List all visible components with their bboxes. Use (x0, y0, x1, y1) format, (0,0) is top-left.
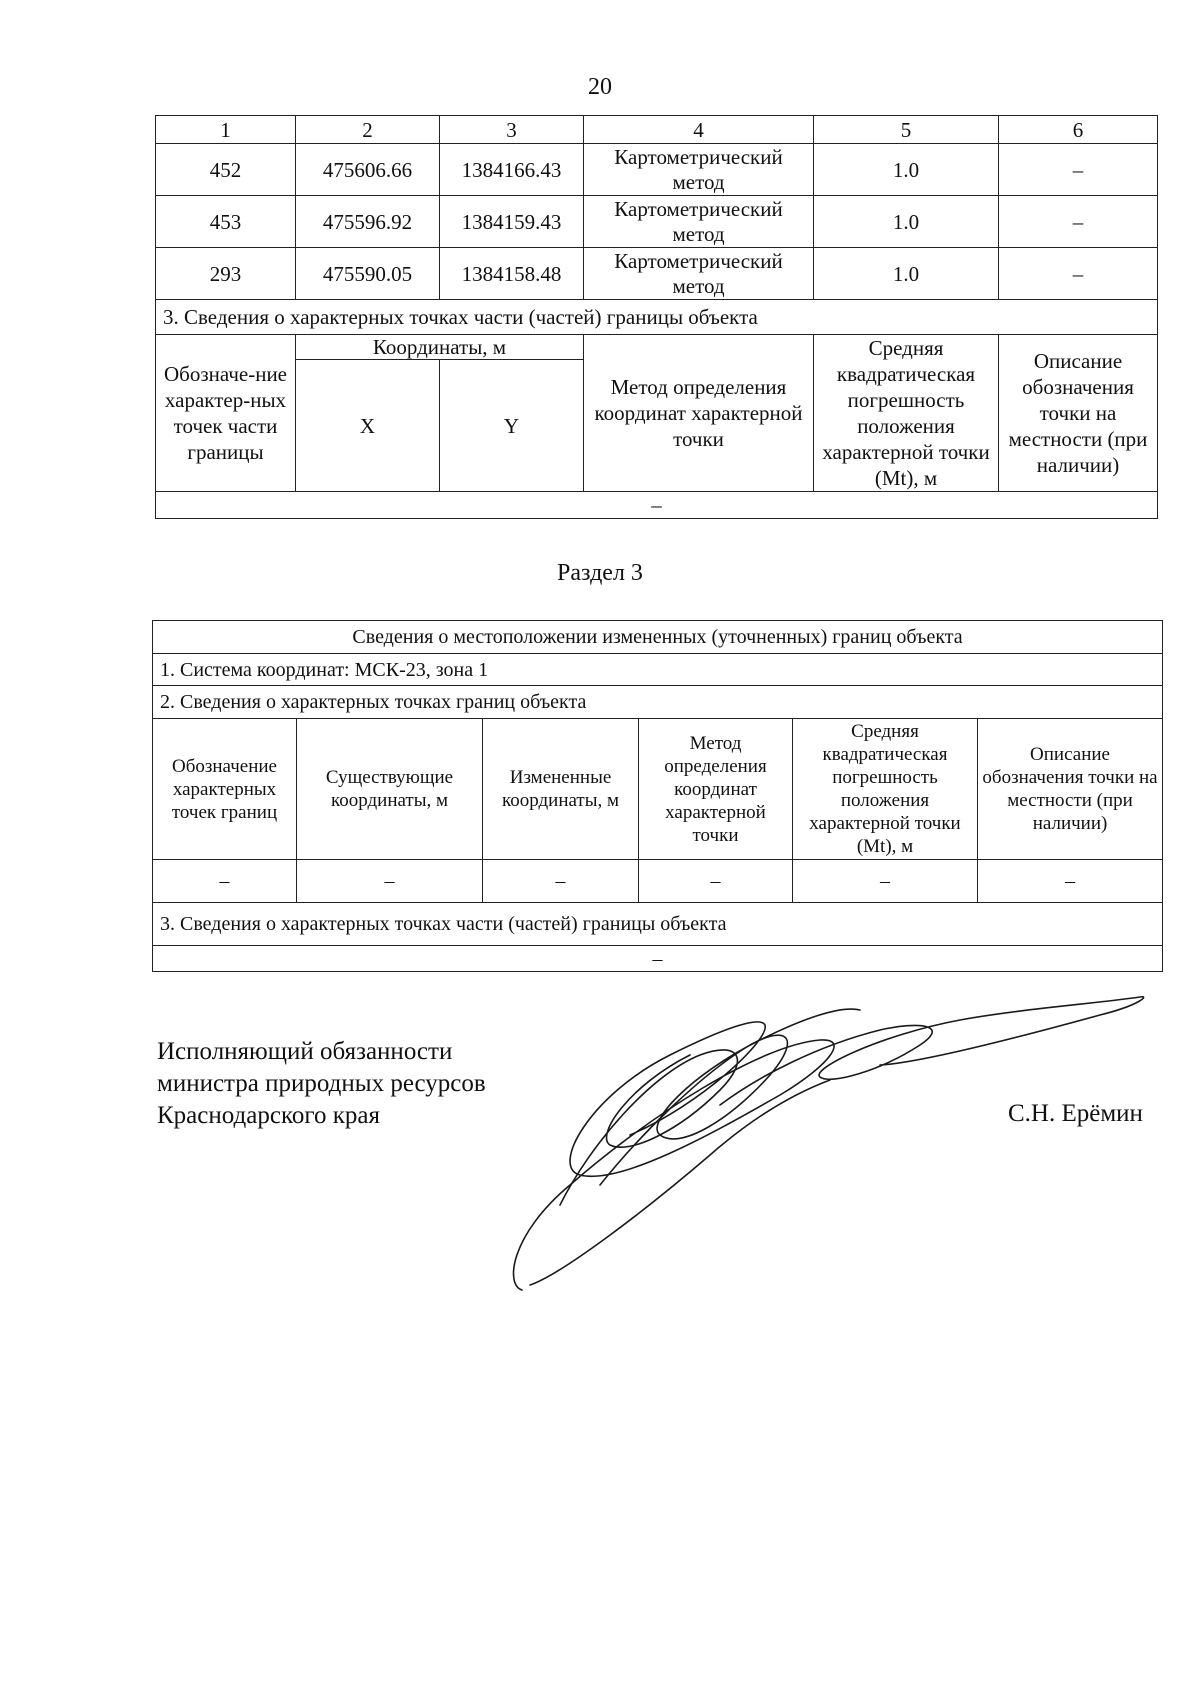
x-coordinate: 475606.66 (296, 144, 440, 196)
section-row (156, 300, 1158, 335)
y-coordinate: 1384166.43 (440, 144, 584, 196)
section3-value: – (156, 492, 1158, 519)
point-id: 452 (156, 144, 296, 196)
header-row (153, 719, 1163, 860)
table-row (156, 248, 1158, 300)
part-value: – (153, 946, 1163, 972)
error: 1.0 (814, 248, 999, 300)
y-coordinate: 1384159.43 (440, 196, 584, 248)
part-title: 3. Сведения о характерных точках части (частей) границы объекта (153, 903, 1163, 946)
section3-header-row (156, 335, 1158, 360)
dash-cell: – (978, 860, 1163, 903)
signatory-title-line: министра природных ресурсов (157, 1070, 486, 1097)
column-number: 2 (296, 116, 440, 144)
x-coordinate: 475596.92 (296, 196, 440, 248)
section3-value-row (156, 492, 1158, 519)
dash-cell: – (297, 860, 483, 903)
coord-system: 1. Система координат: МСК-23, зона 1 (153, 654, 1163, 686)
column-number: 5 (814, 116, 999, 144)
signatory-title-line: Исполняющий обязанности (157, 1038, 453, 1065)
x-header: X (296, 360, 440, 492)
description-header: Описание обозначения точки на местности (при наличии) (999, 335, 1158, 492)
boundary-points-table (155, 115, 1158, 519)
section3-title: 3. Сведения о характерных точках части (частей) границы объекта (156, 300, 1158, 335)
coord-system-row (153, 654, 1163, 686)
page-number: 20 (588, 74, 612, 100)
column-number: 1 (156, 116, 296, 144)
description: – (999, 144, 1158, 196)
signatory-title-line: Краснодарского края (157, 1102, 380, 1129)
method: Картометрический метод (584, 248, 814, 300)
signatory-name: С.Н. Ерёмин (1008, 1100, 1143, 1127)
table-row (156, 196, 1158, 248)
description-header: Описание обозначения точки на местности (при наличии) (978, 719, 1163, 860)
method: Картометрический метод (584, 144, 814, 196)
table-title: Сведения о местоположении измененных (уточненных) границ объекта (153, 621, 1163, 654)
x-coordinate: 475590.05 (296, 248, 440, 300)
dash-cell: – (793, 860, 978, 903)
points-title-row (153, 686, 1163, 719)
existing-coordinates-header: Существующие координаты, м (297, 719, 483, 860)
designation-header: Обозначение характерных точек границ (153, 719, 297, 860)
handwritten-signature (500, 985, 1150, 1315)
y-header: Y (440, 360, 584, 492)
dash-cell: – (153, 860, 297, 903)
dash-cell: – (639, 860, 793, 903)
error: 1.0 (814, 144, 999, 196)
dash-cell: – (483, 860, 639, 903)
coordinates-header: Координаты, м (296, 335, 584, 360)
changed-coordinates-header: Измененные координаты, м (483, 719, 639, 860)
part-title-row (153, 903, 1163, 946)
column-number: 4 (584, 116, 814, 144)
point-id: 293 (156, 248, 296, 300)
points-title: 2. Сведения о характерных точках границ объекта (153, 686, 1163, 719)
description: – (999, 248, 1158, 300)
table-title-row (153, 621, 1163, 654)
y-coordinate: 1384158.48 (440, 248, 584, 300)
column-number-row (156, 116, 1158, 144)
point-id: 453 (156, 196, 296, 248)
table-row (153, 860, 1163, 903)
part-value-row (153, 946, 1163, 972)
error-header: Средняя квадратическая погрешность положения характерной точки (Mt), м (793, 719, 978, 860)
method: Картометрический метод (584, 196, 814, 248)
column-number: 3 (440, 116, 584, 144)
changed-boundaries-table (152, 620, 1163, 972)
column-number: 6 (999, 116, 1158, 144)
error: 1.0 (814, 196, 999, 248)
description: – (999, 196, 1158, 248)
method-header: Метод определения координат характерной точки (639, 719, 793, 860)
signatory-title (157, 1036, 486, 1132)
table-row (156, 144, 1158, 196)
section-title: Раздел 3 (557, 560, 643, 586)
method-header: Метод определения координат характерной точки (584, 335, 814, 492)
error-header: Средняя квадратическая погрешность положения характерной точки (Mt), м (814, 335, 999, 492)
designation-header: Обозначе-ние характер-ных точек части границы (156, 335, 296, 492)
